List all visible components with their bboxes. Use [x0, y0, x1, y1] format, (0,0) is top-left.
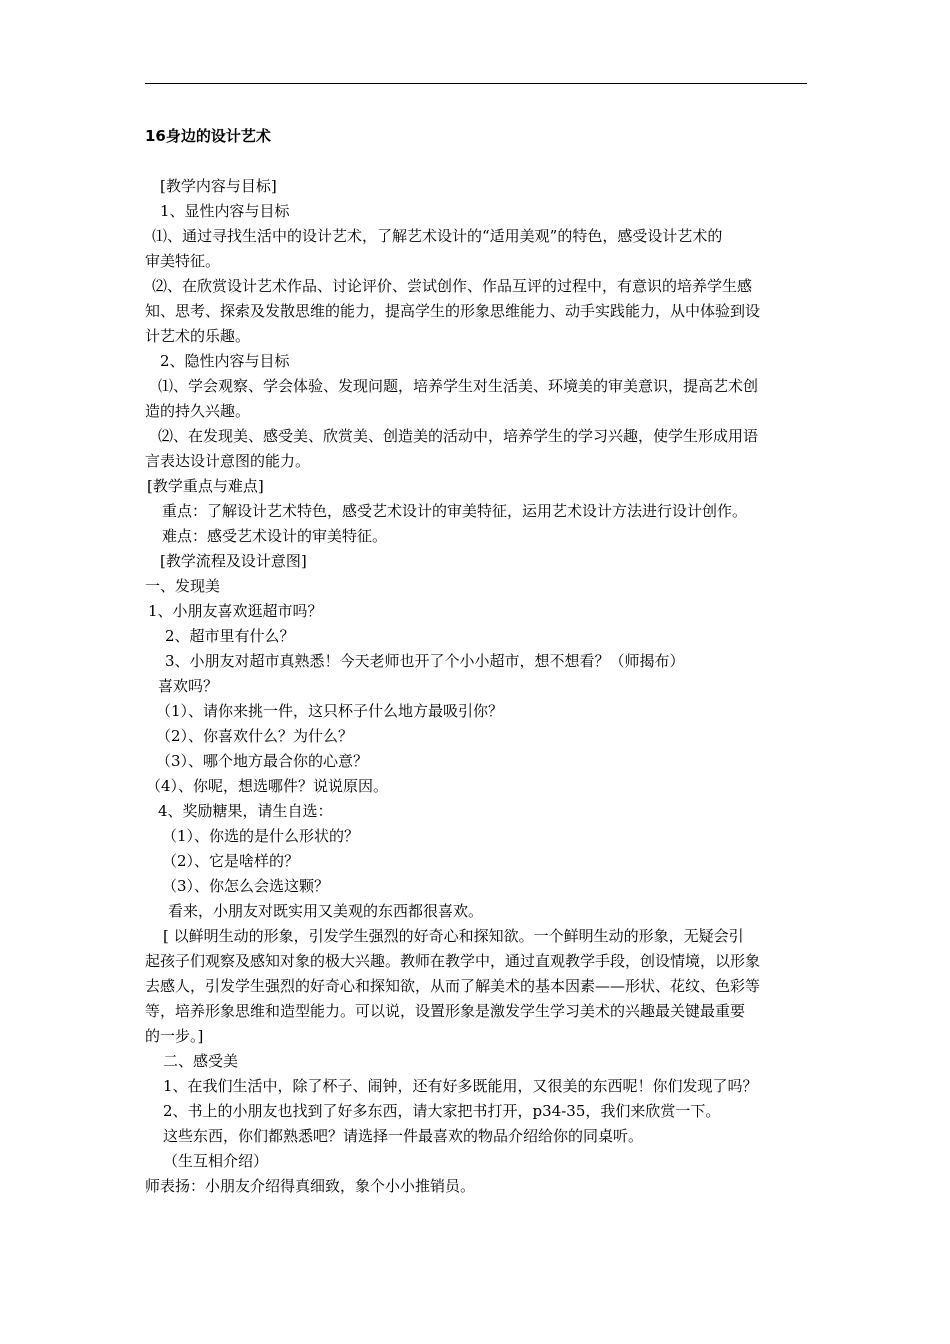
- paragraph-line: 计艺术的乐趣。: [145, 327, 251, 345]
- list-item: 2、书上的小朋友也找到了好多东西，请大家把书打开，p34-35，我们来欣赏一下。: [163, 1102, 721, 1120]
- paragraph-line: [ 以鲜明生动的形象，引发学生强烈的好奇心和探知欲。一个鲜明生动的形象，无疑会引: [163, 927, 744, 945]
- paragraph-line: 这些东西，你们都熟悉吧？请选择一件最喜欢的物品介绍给你的同桌听。: [163, 1127, 644, 1145]
- paragraph-line: ⑵、在欣赏设计艺术作品、讨论评价、尝试创作、作品互评的过程中，有意识的培养学生感: [152, 277, 753, 295]
- subsection-heading: 1、显性内容与目标: [160, 202, 290, 220]
- paragraph-line: 师表扬：小朋友介绍得真细致，象个小小推销员。: [145, 1177, 476, 1195]
- paragraph-line: 知、思考、探索及发散思维的能力，提高学生的形象思维能力、动手实践能力，从中体验到设: [145, 302, 761, 320]
- paragraph-line: ⑵、在发现美、感受美、欣赏美、创造美的活动中，培养学生的学习兴趣，使学生形成用语: [158, 427, 759, 445]
- list-item: （3）、你怎么会选这颗？: [162, 877, 330, 895]
- paragraph-line: 难点：感受艺术设计的审美特征。: [162, 527, 388, 545]
- list-item: （2）、它是啥样的？: [162, 852, 300, 870]
- paragraph-line: 等，培养形象思维和造型能力。可以说，设置形象是激发学生学习美术的兴趣最关键最重要: [145, 1002, 746, 1020]
- list-item: （1）、请你来挑一件，这只杯子什么地方最吸引你？: [156, 702, 504, 720]
- section-heading: 二、感受美: [163, 1052, 239, 1070]
- list-item: （3）、哪个地方最合你的心意？: [156, 752, 369, 770]
- section-heading: [教学流程及设计意图]: [160, 552, 307, 570]
- paragraph-line: 起孩子们观察及感知对象的极大兴趣。教师在教学中，通过直观教学手段，创设情境，以形象: [145, 952, 761, 970]
- list-item: 1、在我们生活中，除了杯子、闹钟，还有好多既能用，又很美的东西呢！你们发现了吗？: [163, 1077, 758, 1095]
- section-heading: [教学内容与目标]: [160, 177, 277, 195]
- list-item: 2、超市里有什么？: [165, 627, 295, 645]
- paragraph-line: ⑴、学会观察、学会体验、发现问题，培养学生对生活美、环境美的审美意识，提高艺术创: [158, 377, 759, 395]
- list-item: 3、小朋友对超市真熟悉！今天老师也开了个小小超市，想不想看？（师揭布）: [165, 652, 685, 670]
- list-item: 1、小朋友喜欢逛超市吗？: [148, 602, 323, 620]
- list-item: （4）、你呢，想选哪件？说说原因。: [146, 777, 389, 795]
- paragraph-line: 去感人，引发学生强烈的好奇心和探知欲，从而了解美术的基本因素——形状、花纹、色彩等: [145, 977, 761, 995]
- list-item: （1）、你选的是什么形状的？: [162, 827, 360, 845]
- list-item: 4、奖励糖果，请生自选：: [158, 802, 333, 820]
- list-item: （2）、你喜欢什么？为什么？: [156, 727, 354, 745]
- paragraph-line: （生互相介绍）: [163, 1152, 269, 1170]
- section-heading: [教学重点与难点]: [147, 477, 264, 495]
- paragraph-line: 造的持久兴趣。: [145, 402, 251, 420]
- paragraph-line: 喜欢吗？: [158, 677, 219, 695]
- paragraph-line: 重点：了解设计艺术特色，感受艺术设计的审美特征，运用艺术设计方法进行设计创作。: [162, 502, 748, 520]
- paragraph-line: ⑴、通过寻找生活中的设计艺术，了解艺术设计的“适用美观”的特色，感受设计艺术的: [152, 227, 723, 245]
- document-title: 16身边的设计艺术: [145, 127, 271, 145]
- paragraph-line: 的一步。]: [145, 1027, 204, 1045]
- subsection-heading: 2、隐性内容与目标: [160, 352, 290, 370]
- paragraph-line: 审美特征。: [145, 252, 221, 270]
- section-heading: 一、发现美: [145, 577, 221, 595]
- paragraph-line: 言表达设计意图的能力。: [145, 452, 311, 470]
- paragraph-line: 看来，小朋友对既实用又美观的东西都很喜欢。: [168, 902, 484, 920]
- header-rule: [145, 83, 807, 84]
